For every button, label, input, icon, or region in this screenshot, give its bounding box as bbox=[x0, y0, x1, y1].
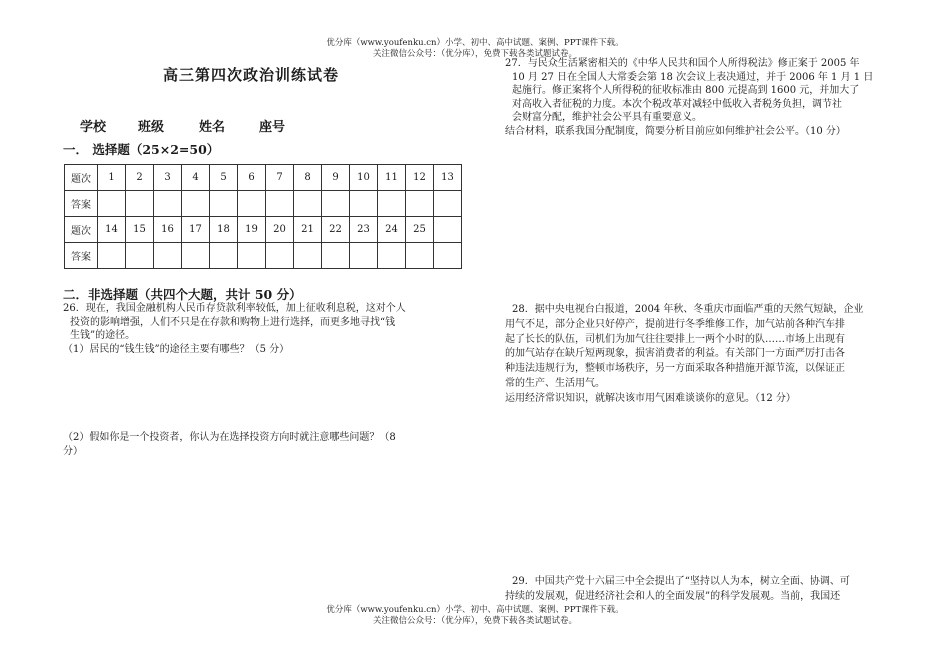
answer-cell[interactable] bbox=[154, 191, 182, 217]
q26-line: 投资的影响增强，人们不只是在存款和购物上进行选择，而更多地寻找“钱 bbox=[70, 316, 396, 328]
question-number-cell: 6 bbox=[238, 165, 266, 191]
section-1-heading: 一． 选择题（25×2=50） bbox=[63, 142, 220, 157]
table-row bbox=[65, 165, 462, 191]
answer-cell[interactable] bbox=[238, 243, 266, 269]
question-number-cell: 3 bbox=[154, 165, 182, 191]
answer-cell[interactable] bbox=[406, 243, 434, 269]
answer-cell[interactable] bbox=[378, 243, 406, 269]
row-label-question: 题次 bbox=[65, 217, 98, 243]
header-line-2: 关注微信公众号：（优分库），免费下载各类试题试卷。 bbox=[372, 49, 577, 59]
answer-cell[interactable] bbox=[210, 191, 238, 217]
q27-line: 10 月 27 日在全国人大常委会第 18 次会议上表决通过，并于 2006 年 1 月 1 日 bbox=[512, 71, 874, 83]
question-number-cell: 1 bbox=[98, 165, 126, 191]
question-number-cell: 17 bbox=[182, 217, 210, 243]
question-number-cell: 9 bbox=[322, 165, 350, 191]
q29-line: 持续的发展观，促进经济社会和人的全面发展”的科学发展观。当前，我国还 bbox=[505, 590, 841, 602]
q28-line: 起了长长的队伍，司机们为加气往往要排上一两个小时的队……市场上出现有 bbox=[505, 333, 845, 345]
school-label: 学校 bbox=[80, 120, 107, 135]
question-number-cell: 11 bbox=[378, 165, 406, 191]
question-number-cell: 4 bbox=[182, 165, 210, 191]
q27-line: 会财富分配，维护社会公平具有重要意义。 bbox=[512, 112, 702, 124]
question-number-cell: 15 bbox=[126, 217, 154, 243]
q28-line: 用气不足，部分企业只好停产，提前进行冬季维修工作，加气站前各种汽车排 bbox=[505, 318, 845, 330]
answer-cell[interactable] bbox=[322, 191, 350, 217]
question-number-cell bbox=[434, 217, 462, 243]
answer-cell[interactable] bbox=[126, 243, 154, 269]
answer-cell[interactable] bbox=[434, 243, 462, 269]
q26-line: 26．现在，我国金融机构人民币存贷款利率较低，加上征收利息税，这对个人 bbox=[63, 303, 406, 314]
question-number-cell: 23 bbox=[350, 217, 378, 243]
question-26 bbox=[63, 302, 453, 356]
question-26-part-2 bbox=[63, 431, 453, 458]
row-label-question: 题次 bbox=[65, 165, 98, 191]
question-number-cell: 24 bbox=[378, 217, 406, 243]
question-number-cell: 16 bbox=[154, 217, 182, 243]
question-number-cell: 20 bbox=[266, 217, 294, 243]
footer-line-1: 优分库（www.youfenku.cn）小学、初中、高中试题、案例、PPT课件下载。 bbox=[326, 605, 624, 615]
answer-cell[interactable] bbox=[294, 191, 322, 217]
question-number-cell: 21 bbox=[294, 217, 322, 243]
table-row bbox=[65, 243, 462, 269]
row-label-answer: 答案 bbox=[65, 243, 98, 269]
question-number-cell: 5 bbox=[210, 165, 238, 191]
question-number-cell: 7 bbox=[266, 165, 294, 191]
q27-prompt: 结合材料，联系我国分配制度，简要分析目前应如何维护社会公平。（10 分） bbox=[505, 125, 846, 137]
question-number-cell: 25 bbox=[406, 217, 434, 243]
answer-cell[interactable] bbox=[378, 191, 406, 217]
table-row bbox=[65, 217, 462, 243]
answer-cell[interactable] bbox=[266, 191, 294, 217]
q27-line: 27．与民众生活紧密相关的《中华人民共和国个人所得税法》修正案于 2005 年 bbox=[505, 58, 860, 69]
answer-cell[interactable] bbox=[98, 191, 126, 217]
page-title: 高三第四次政治训练试卷 bbox=[163, 66, 340, 84]
seat-label: 座号 bbox=[259, 120, 286, 135]
answer-cell[interactable] bbox=[406, 191, 434, 217]
q28-line: 28．据中央电视台白报道，2004 年秋、冬重庆市面临严重的天然气短缺，企业 bbox=[512, 304, 864, 315]
q26-part-2-line: （2）假如你是一个投资者，你认为在选择投资方向时就注意哪些问题？（8 bbox=[63, 432, 396, 443]
answer-cell[interactable] bbox=[238, 191, 266, 217]
answer-cell[interactable] bbox=[322, 243, 350, 269]
q27-line: 对高收入者征税的力度。本次个税改革对减轻中低收入者税务负担，调节社 bbox=[512, 98, 842, 110]
question-number-cell: 22 bbox=[322, 217, 350, 243]
answer-cell[interactable] bbox=[154, 243, 182, 269]
answer-cell[interactable] bbox=[350, 243, 378, 269]
question-number-cell: 19 bbox=[238, 217, 266, 243]
header-line-1: 优分库（www.youfenku.cn）小学、初中、高中试题、案例、PPT课件下载。 bbox=[326, 38, 624, 48]
name-label: 姓名 bbox=[199, 120, 226, 135]
class-label: 班级 bbox=[138, 120, 165, 135]
question-27 bbox=[505, 57, 905, 139]
answer-cell[interactable] bbox=[182, 191, 210, 217]
q27-line: 起施行。修正案将个人所得税的征收标准由 800 元提高到 1600 元，并加大了 bbox=[512, 85, 860, 97]
section-2-heading: 二．非选择题（共四个大题，共计 50 分） bbox=[63, 287, 302, 302]
answer-cell[interactable] bbox=[350, 191, 378, 217]
answer-cell[interactable] bbox=[294, 243, 322, 269]
question-number-cell: 18 bbox=[210, 217, 238, 243]
question-number-cell: 13 bbox=[434, 165, 462, 191]
question-number-cell: 2 bbox=[126, 165, 154, 191]
row-label-answer: 答案 bbox=[65, 191, 98, 217]
page-footer bbox=[0, 605, 950, 627]
answer-table bbox=[64, 164, 462, 269]
q28-line: 常的生产、生活用气。 bbox=[505, 377, 605, 389]
footer-line-2: 关注微信公众号：（优分库），免费下载各类试题试卷。 bbox=[372, 616, 577, 626]
q28-line: 的加气站存在缺斤短两现象，损害消费者的利益。有关部门一方面严厉打击各 bbox=[505, 348, 845, 360]
q26-part-2-line: 分） bbox=[63, 445, 83, 457]
answer-cell[interactable] bbox=[98, 243, 126, 269]
q26-part-1: （1）居民的“钱生钱”的途径主要有哪些？（5 分） bbox=[63, 343, 290, 355]
question-number-cell: 14 bbox=[98, 217, 126, 243]
answer-cell[interactable] bbox=[434, 191, 462, 217]
answer-cell[interactable] bbox=[210, 243, 238, 269]
question-number-cell: 10 bbox=[350, 165, 378, 191]
question-number-cell: 8 bbox=[294, 165, 322, 191]
q28-prompt: 运用经济常识知识，就解决该市用气困难谈谈你的意见。（12 分） bbox=[505, 392, 796, 404]
question-number-cell: 12 bbox=[406, 165, 434, 191]
q26-line: 生钱”的途径。 bbox=[70, 330, 136, 342]
question-29 bbox=[505, 575, 910, 605]
q29-line: 29．中国共产党十六届三中全会提出了“坚持以人为本，树立全面、协调、可 bbox=[512, 576, 850, 587]
answer-cell[interactable] bbox=[266, 243, 294, 269]
answer-cell[interactable] bbox=[182, 243, 210, 269]
table-row bbox=[65, 191, 462, 217]
answer-cell[interactable] bbox=[126, 191, 154, 217]
q28-line: 种违法违规行为，整顿市场秩序，另一方面采取各种措施开源节流，以保证正 bbox=[505, 363, 845, 375]
question-28 bbox=[505, 303, 910, 407]
